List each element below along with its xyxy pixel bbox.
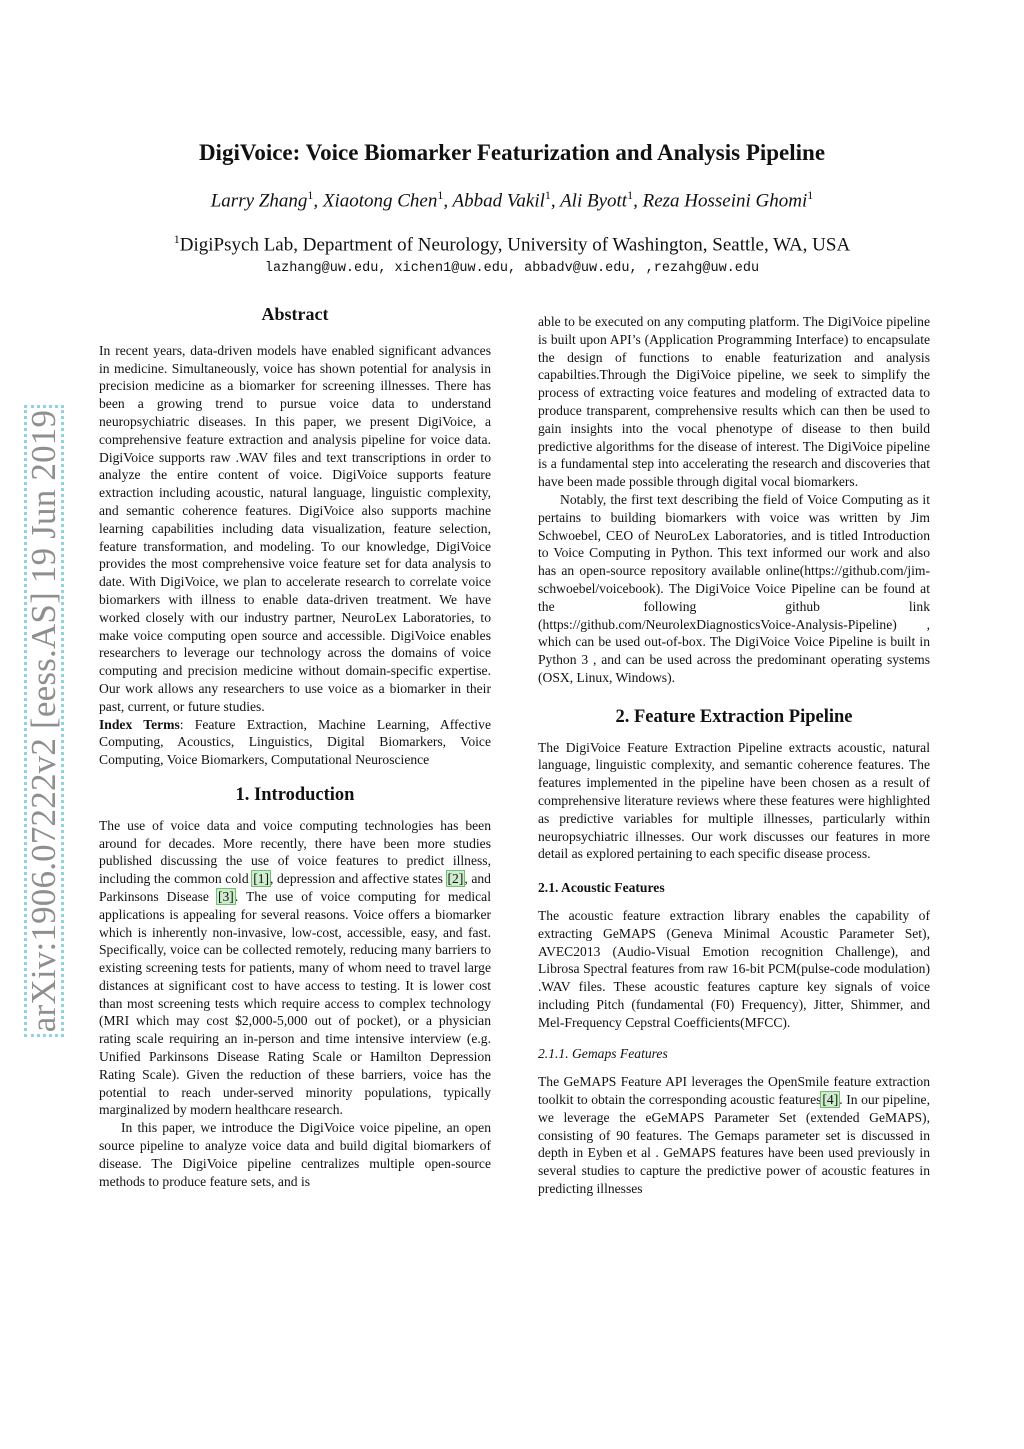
author-sup: 1 [437, 188, 444, 202]
paper-title: DigiVoice: Voice Biomarker Featurization and Analysis Pipeline [198, 140, 826, 165]
introduction-paragraph-4: Notably, the first text describing the field of Voice Computing as it pertains to building biomarkers with voice was written by Jim Schwoebel, CEO of NeuroLex Laboratories, and is titled Introduction to Voice Computing in Python. This text informed our work and also has an open-source repository available online(https://github.com/jim-schwoebel/voicebook). The DigiVoice Voice Pipeline can be found at the following github link (https://github.com/NeurolexDiagnosticsVoice-Analysis-Pipeline) , which can be used out-of-box. The DigiVoice Voice Pipeline is built in Python 3 , and can be used across the predominant operating systems (OSX, Linux, Windows). [538, 491, 930, 685]
abstract-body: In recent years, data-driven models have enabled significant advances in medicine. Simultaneously, voice has shown potential for analysis in precision medicine as a biomarker for screening illnesses. There has been a growing trend to pursue voice data to understand neuropsychiatric diseases. In this paper, we present DigiVoice, a comprehensive feature extraction and analysis pipeline for voice data. DigiVoice supports raw .WAV files and text transcriptions in order to analyze the entire content of voice. DigiVoice supports feature extraction including acoustic, natural language, linguistic complexity, and semantic coherence features. DigiVoice also supports machine learning capabilities including data visualization, feature selection, feature transformation, and modeling. To our knowledge, DigiVoice provides the most comprehensive voice feature set for data analysis to date. With DigiVoice, we plan to accelerate research to correlate voice biomarkers with illness to enable data-driven treatment. We have worked closely with our industry partner, NeuroLex Laboratories, to make voice computing open source and accessible. DigiVoice enables researchers to leverage our technology across the domains of voice computing and precision medicine without domain-specific expertise. Our work allows any researchers to use voice as a biomarker in their past, current, or future studies. [99, 342, 491, 714]
intro-text: , depression and affective states [270, 871, 447, 887]
intro-text: . The use of voice computing for medical applications is appealing for several reasons. Voice offers a biomarker which is inherently non-invasive, low-cost, accessible, easy, and fast. Specifically, voice can be collected remotely, reducing many barriers to existing screening tests for patients, many of whom need to travel large distances at significant cost to have access to testing. It is lower cost than most screening tests which require access to complex technology (MRI which may cost $2,000-5,000 out of pocket), or a physician rating scale requiring an in-person and time intensive interview (e.g. Unified Parkinsons Disease Rating Scale or Hamilton Depression Rating Scale). Given the reduction of these barriers, voice has the potential to reach under-served minority populations, typically marginalized by modern healthcare research. [99, 888, 491, 1118]
introduction-heading: 1. Introduction [235, 784, 355, 805]
feature-pipeline-paragraph: The DigiVoice Feature Extraction Pipeline extracts acoustic, natural language, linguistic complexity, and semantic coherence features. The features implemented in the pipeline have been chosen as a result of comprehensive literature reviews where these features were highlighted as predictive variables for multiple illnesses, particularly within neuropsychiatric illnesses. Our work discusses our features in more detail as explored pertaining to each specific disease process. [538, 739, 930, 862]
introduction-paragraph-1 [99, 817, 491, 1120]
author-list: Larry Zhang$^1$, Xiaotong Chen$^1$, Abbad Vakil$^1$, Ali Byott$^1$, Reza Hosseini Ghomi$^1$ [210, 188, 814, 212]
gemaps-text: . In our pipeline, we leverage the eGeMAPS Parameter Set (extended GeMAPS), consisting of 90 features. The Gemaps parameter set is discussed in depth in Eyben et al . GeMAPS features have been used previously in several studies to capture the predictive power of acoustic features in predicting illnesses [538, 1092, 930, 1197]
author-name: Larry Zhang [210, 190, 308, 212]
citation-link[interactable]: [2] [447, 871, 464, 887]
author-sup: 1 [307, 188, 314, 202]
acoustic-features-heading: 2.1. Acoustic Features [538, 880, 665, 896]
abstract-heading: Abstract [261, 304, 329, 324]
intro-text: , and Parkinsons Disease [99, 871, 491, 904]
citation-link[interactable]: [1] [253, 871, 270, 887]
index-terms [99, 716, 491, 769]
acoustic-features-paragraph: The acoustic feature extraction library enables the capability of extracting GeMAPS (Geneva Minimal Acoustic Parameter Set), AVEC2013 (Audio-Visual Emotion recognition Challenge), and Librosa Spectral features from raw 16-bit PCM(pulse-code modulation) .WAV files. These acoustic features capture key signals of voice including Pitch (fundamental (F0) Frequency), Jitter, Shimmer, and Mel-Frequency Cepstral Coefficients(MFCC). [538, 907, 930, 1030]
index-terms-label: Index Terms [99, 716, 180, 732]
affiliation [0, 232, 1024, 256]
author-sup: 1 [544, 188, 551, 202]
introduction-paragraph-3: able to be executed on any computing platform. The DigiVoice pipeline is built upon API’s (Application Programming Interface) to encapsulate the design of functions to enable featurization and analysis capabilties.Through the DigiVoice pipeline, we seek to simplify the process of extracting voice features and modeling of extracted data to produce transparent, comprehensive results which can then be used to gain insights into the vocal phenotype of disease to then build predictive algorithms for the disease of interest. The DigiVoice pipeline is a fundamental step into accelerating the research and discoveries that have been made possible through digital vocal biomarkers. [538, 314, 930, 490]
gemaps-features-paragraph [538, 1073, 930, 1198]
left-column [99, 306, 491, 1190]
index-terms-text: : Feature Extraction, Machine Learning, Affective Computing, Acoustics, Linguistics, Digital Biomarkers, Voice Computing, Voice Biomarkers, Computational Neuroscience [99, 716, 491, 768]
right-column [538, 313, 930, 1198]
author-name: Xiaotong Chen [322, 190, 438, 212]
affiliation-text: DigiPsych Lab, Department of Neurology, University of Washington, Seattle, WA, USA [179, 234, 851, 256]
citation-link[interactable]: [4] [822, 1092, 839, 1108]
author-name: Ali Byott [560, 190, 628, 212]
arxiv-stamp-label: arXiv:1906.07222v2 [eess.AS] 19 Jun 2019 [24, 409, 63, 1033]
citation-link[interactable]: [3] [217, 888, 234, 904]
author-sup: 1 [807, 188, 814, 202]
intro-text: The use of voice data and voice computing technologies has been around for decades. More recently, there have been more studies published discussing the use of voice features to predict illness, including the common cold [99, 817, 491, 887]
author-name: Reza Hosseini Ghomi [642, 190, 808, 212]
author-sup: 1 [627, 188, 634, 202]
author-name: Abbad Vakil [452, 190, 545, 212]
gemaps-features-heading: 2.1.1. Gemaps Features [538, 1046, 668, 1062]
introduction-paragraph-2: In this paper, we introduce the DigiVoice voice pipeline, an open source pipeline to analyze voice data and build digital biomarkers of disease. The DigiVoice pipeline centralizes multiple open-source methods to produce feature sets, and is [99, 1120, 491, 1189]
affiliation-sup: 1 [173, 232, 180, 246]
gemaps-text: The GeMAPS Feature API leverages the OpenSmile feature extraction toolkit to obtain the corresponding acoustic features [538, 1074, 930, 1108]
author-emails: lazhang@uw.edu, xichen1@uw.edu, abbadv@uw.edu, ,rezahg@uw.edu [264, 261, 760, 276]
feature-pipeline-heading: 2. Feature Extraction Pipeline [615, 706, 853, 727]
arxiv-stamp [24, 405, 64, 1037]
